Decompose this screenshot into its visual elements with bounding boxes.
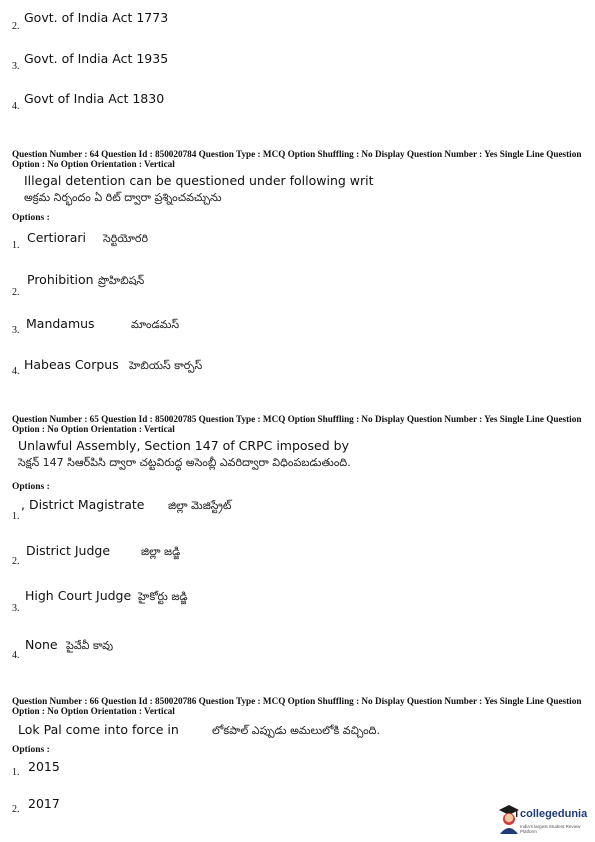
- collegedunia-logo: [498, 802, 592, 836]
- option-number: 2.: [12, 804, 20, 815]
- options-label: Options :: [12, 213, 50, 223]
- option-text-en: District Judge: [26, 543, 111, 558]
- option-text-te: ప్రొహిబిషన్: [98, 274, 145, 287]
- question-text-te: సెక్షన్ 147 సిఆర్‌పిసి ద్వారా చట్టవిరుద్ధ అసెంబ్లీ ఎవరిద్వారా విధింపబడుతుంది.: [18, 456, 351, 469]
- option-number: 2.: [12, 556, 20, 567]
- option-text: Govt. of India Act 1935: [24, 51, 169, 66]
- options-label: Options :: [12, 482, 50, 492]
- logo-tagline: India's largest Student Review Platform: [520, 824, 581, 834]
- option-text-te: జిల్లా జడ్జి: [141, 545, 181, 558]
- option-number: 3.: [12, 61, 20, 72]
- options-label: Options :: [12, 745, 50, 755]
- option-number: 4.: [12, 101, 20, 112]
- question-text-te: అక్రమ నిర్భందం ఏ రిట్ ద్వారా ప్రశ్నించవచ్చును: [24, 191, 222, 204]
- option-number: 4.: [12, 366, 20, 377]
- option-text-te: హైకోర్టు జడ్జి: [138, 590, 188, 603]
- option-number: 3.: [12, 603, 20, 614]
- option-text-en: , District Magistrate: [21, 497, 145, 512]
- option-text-te: మాండమస్: [131, 318, 180, 331]
- option-text-en: Certiorari: [27, 230, 86, 245]
- option-number: 1.: [12, 767, 20, 778]
- option-text-te: సెర్టియోరరి: [103, 232, 148, 245]
- question-text-en: Unlawful Assembly, Section 147 of CRPC imposed by: [18, 438, 349, 453]
- question-text-te: లోకపాల్ ఎప్పుడు అమలులోకి వచ్చింది.: [212, 724, 380, 737]
- option-number: 1.: [12, 511, 20, 522]
- logo-wordmark: collegedunia: [520, 808, 588, 820]
- option-number: 3.: [12, 325, 20, 336]
- option-text: Govt of India Act 1830: [24, 91, 165, 106]
- question-meta: Question Number : 64 Question Id : 850020784 Question Type : MCQ Option Shuffling : No Display Question Number : Yes Single Line Question Option : No Option Orientation : Vertical: [12, 149, 582, 169]
- option-text-te: హెబియస్ కార్పస్: [129, 359, 203, 372]
- question-text-en: Lok Pal come into force in: [18, 722, 179, 737]
- option-text-en: Habeas Corpus: [24, 357, 119, 372]
- graduate-avatar-icon: [498, 804, 520, 834]
- question-meta: Question Number : 66 Question Id : 850020786 Question Type : MCQ Option Shuffling : No Display Question Number : Yes Single Line Question Option : No Option Orientation : Vertical: [12, 696, 582, 716]
- option-text: 2017: [28, 796, 60, 811]
- option-text-en: High Court Judge: [25, 588, 132, 603]
- option-text-te: పైవేవీ కావు: [66, 639, 114, 652]
- option-text-en: Mandamus: [26, 316, 95, 331]
- option-number: 4.: [12, 650, 20, 661]
- option-text: 2015: [28, 759, 60, 774]
- option-number: 2.: [12, 21, 20, 32]
- option-number: 2.: [12, 287, 20, 298]
- option-text-te: జిల్లా మెజిస్ట్రేట్: [168, 499, 232, 512]
- option-text-en: Prohibition: [27, 272, 94, 287]
- option-number: 1.: [12, 240, 20, 251]
- option-text: Govt. of India Act 1773: [24, 10, 169, 25]
- option-text-en: None: [25, 637, 58, 652]
- question-meta: Question Number : 65 Question Id : 850020785 Question Type : MCQ Option Shuffling : No Display Question Number : Yes Single Line Question Option : No Option Orientation : Vertical: [12, 414, 582, 434]
- question-text-en: Illegal detention can be questioned under following writ: [24, 173, 374, 188]
